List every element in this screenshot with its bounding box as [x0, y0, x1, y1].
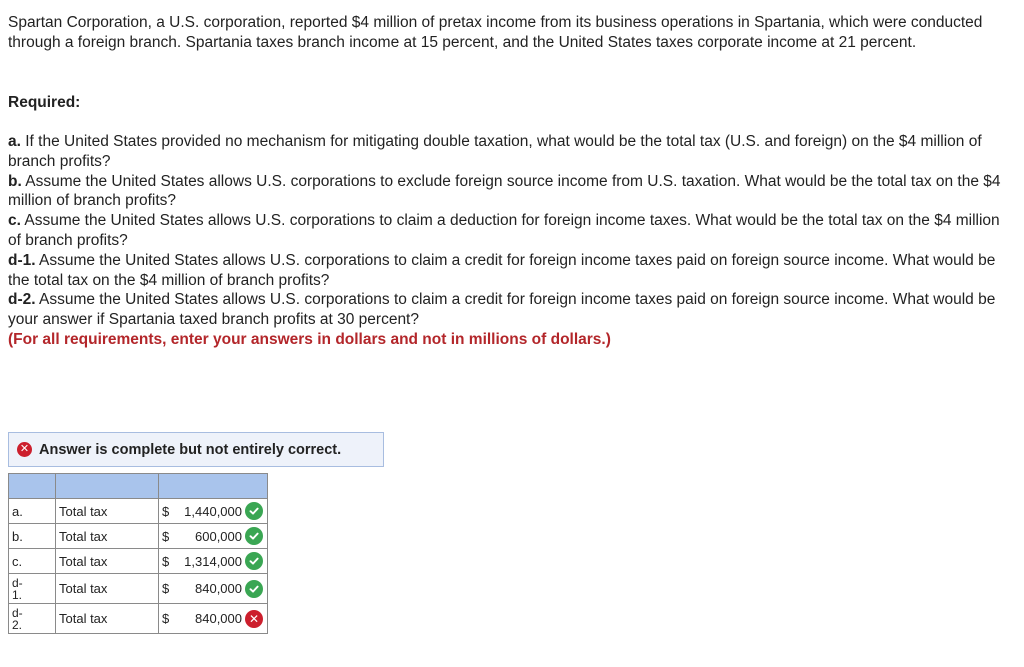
row-label	[9, 604, 56, 634]
requirement-c	[8, 211, 1008, 251]
dollars-note: (For all requirements, enter your answers in dollars and not in millions of dollars.)	[8, 330, 611, 348]
answer-status-text: Answer is complete but not entirely correct.	[39, 441, 342, 458]
requirement-text: Assume the United States allows U.S. corporations to exclude foreign source income from U.S. taxation. What would be the total tax on the $4 million of branch profits?	[8, 172, 1001, 210]
requirement-text: Assume the United States allows U.S. corporations to claim a credit for foreign income taxes paid on foreign source income. What would be the total tax on the $4 million of branch profits?	[8, 251, 996, 289]
row-label-text: c.	[12, 553, 23, 569]
problem-statement	[8, 13, 1008, 53]
table-row	[9, 604, 268, 634]
row-description: Total tax	[56, 549, 159, 574]
row-description: Total tax	[56, 574, 159, 604]
row-description: Total tax	[56, 499, 159, 524]
answer-cell[interactable]	[159, 524, 268, 549]
requirements-list	[8, 132, 1008, 350]
requirement-b	[8, 172, 1008, 212]
currency-symbol: $	[162, 581, 170, 596]
answer-value[interactable]: 600,000	[195, 528, 242, 544]
row-label-text: a.	[12, 503, 23, 519]
row-description: Total tax	[56, 604, 159, 634]
row-label-text: b.	[12, 528, 23, 544]
row-description: Total tax	[56, 524, 159, 549]
table-row	[9, 499, 268, 524]
answer-status-banner	[8, 432, 384, 467]
currency-symbol: $	[162, 611, 170, 626]
requirement-text: Assume the United States allows U.S. corporations to claim a deduction for foreign income taxes. What would be the total tax on the $4 million of branch profits?	[8, 212, 1000, 249]
answer-value[interactable]: 840,000	[195, 581, 242, 596]
check-icon	[245, 502, 263, 520]
requirement-letter: a.	[8, 133, 21, 150]
requirement-text: Assume the United States allows U.S. corporations to claim a credit for foreign income taxes paid on foreign source income. What would be your answer if Spartania taxed branch profits at 30 percent?	[8, 291, 996, 329]
answer-cell[interactable]	[159, 549, 268, 574]
row-label	[9, 574, 56, 604]
row-label-text: 1.	[12, 587, 23, 602]
currency-symbol: $	[162, 528, 170, 544]
row-label	[9, 499, 56, 524]
answer-cell[interactable]	[159, 499, 268, 524]
requirement-letter: d-2.	[8, 291, 36, 309]
requirement-d2	[8, 290, 1008, 330]
x-icon: ✕	[245, 610, 263, 628]
answer-value[interactable]: 840,000	[195, 611, 242, 626]
answer-cell[interactable]	[159, 604, 268, 634]
answer-value[interactable]: 1,314,000	[184, 553, 242, 569]
table-header-cell	[56, 474, 159, 499]
check-icon	[245, 527, 263, 545]
x-icon: ✕	[17, 442, 32, 457]
required-heading: Required:	[8, 94, 81, 111]
table-row	[9, 549, 268, 574]
table-header-cell	[9, 474, 56, 499]
answer-cell[interactable]	[159, 574, 268, 604]
table-header-cell	[159, 474, 268, 499]
currency-symbol: $	[162, 503, 170, 519]
requirement-d1	[8, 251, 1008, 291]
requirement-letter: d-1.	[8, 251, 36, 269]
requirement-letter: b.	[8, 172, 22, 190]
table-row	[9, 574, 268, 604]
row-label-text: d-	[12, 605, 23, 620]
row-label-text: 2.	[12, 617, 23, 632]
answers-table	[8, 473, 268, 634]
requirement-a	[8, 132, 1008, 172]
check-icon	[245, 552, 263, 570]
check-icon	[245, 580, 263, 598]
problem-text: Spartan Corporation, a U.S. corporation, reported $4 million of pretax income from its business operations in Spartania, which were conducted through a foreign branch. Spartania taxes branch income at 15 percent, and the United States taxes corporate income at 21 percent.	[8, 14, 983, 51]
row-label	[9, 524, 56, 549]
requirement-letter: c.	[8, 212, 21, 230]
requirement-text: If the United States provided no mechanism for mitigating double taxation, what would be the total tax (U.S. and foreign) on the $4 million of branch profits?	[8, 133, 982, 170]
answer-value[interactable]: 1,440,000	[184, 503, 242, 519]
currency-symbol: $	[162, 553, 170, 569]
row-label-text: d-	[12, 575, 23, 590]
table-header-row	[9, 474, 268, 499]
table-row	[9, 524, 268, 549]
row-label	[9, 549, 56, 574]
